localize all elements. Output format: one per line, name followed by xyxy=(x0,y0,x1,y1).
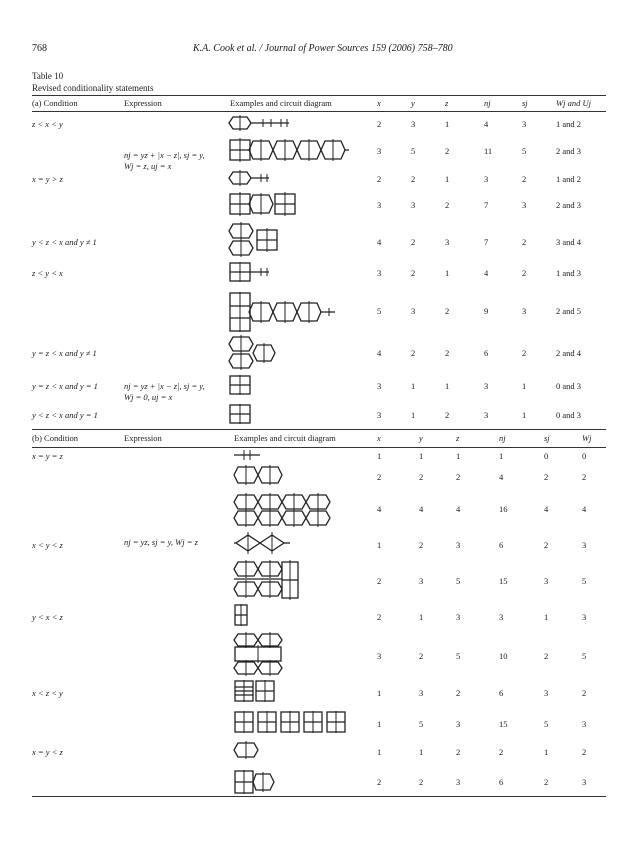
value-w: 5 xyxy=(582,651,587,661)
value-x: 3 xyxy=(377,381,382,391)
value-y: 3 xyxy=(419,576,424,586)
value-z: 1 xyxy=(445,268,450,278)
condition: y < z < x and y = 1 xyxy=(32,410,98,420)
value-x: 1 xyxy=(377,688,382,698)
value-n: 10 xyxy=(499,651,508,661)
value-y: 3 xyxy=(411,306,416,316)
value-x: 2 xyxy=(377,174,382,184)
part-b-top-rule xyxy=(32,429,606,430)
value-x: 1 xyxy=(377,540,382,550)
value-z: 1 xyxy=(445,381,450,391)
header-z: z xyxy=(445,98,449,108)
value-x: 3 xyxy=(377,410,382,420)
value-s: 2 xyxy=(522,348,527,358)
expression-a1 xyxy=(124,150,205,172)
condition: x < z < y xyxy=(32,688,63,698)
expression-line: nj = yz + |x − z|, sj = y, xyxy=(124,150,205,160)
value-z: 1 xyxy=(445,119,450,129)
value-n: 15 xyxy=(499,719,508,729)
value-y: 2 xyxy=(419,651,424,661)
value-w: 2 xyxy=(582,747,587,757)
value-s: 2 xyxy=(544,777,549,787)
value-y: 2 xyxy=(411,174,416,184)
value-x: 4 xyxy=(377,504,382,514)
value-y: 3 xyxy=(411,119,416,129)
value-s: 2 xyxy=(522,174,527,184)
value-y: 2 xyxy=(411,237,416,247)
value-z: 2 xyxy=(456,688,461,698)
header-z: z xyxy=(456,433,460,443)
value-y: 1 xyxy=(419,747,424,757)
expression-line: nj = yz + |x − z|, sj = y, xyxy=(124,381,205,391)
condition: x < y < z xyxy=(32,540,63,550)
circuit-diagram xyxy=(234,741,262,759)
circuit-diagram xyxy=(234,560,302,600)
value-s: 3 xyxy=(544,576,549,586)
circuit-diagram xyxy=(229,170,273,186)
value-n: 4 xyxy=(484,119,489,129)
value-y: 2 xyxy=(419,540,424,550)
value-n: 9 xyxy=(484,306,489,316)
circuit-diagram xyxy=(229,404,253,424)
value-y: 3 xyxy=(411,200,416,210)
value-x: 3 xyxy=(377,268,382,278)
header-y: y xyxy=(411,98,415,108)
value-x: 3 xyxy=(377,200,382,210)
value-z: 2 xyxy=(456,747,461,757)
header-condition: (b) Condition xyxy=(32,433,79,443)
value-y: 1 xyxy=(419,612,424,622)
value-n: 15 xyxy=(499,576,508,586)
value-n: 4 xyxy=(484,268,489,278)
value-w: 2 and 3 xyxy=(556,146,582,156)
value-y: 2 xyxy=(411,268,416,278)
value-n: 3 xyxy=(484,410,489,420)
value-n: 2 xyxy=(499,747,504,757)
value-w: 0 xyxy=(582,451,587,461)
condition: z < y < x xyxy=(32,268,63,278)
condition: y = z < x and y = 1 xyxy=(32,381,98,391)
value-y: 1 xyxy=(411,410,416,420)
value-s: 1 xyxy=(522,410,527,420)
value-n: 11 xyxy=(484,146,493,156)
value-w: 3 xyxy=(582,777,587,787)
header-wj: Wj xyxy=(582,433,592,443)
expression-b: nj = yz, sj = y, Wj = z xyxy=(124,537,198,547)
header-b-rule xyxy=(32,447,606,448)
header-a-rule xyxy=(32,111,606,112)
value-n: 6 xyxy=(484,348,489,358)
value-z: 3 xyxy=(456,540,461,550)
header-examples: Examples and circuit diagram xyxy=(234,433,336,443)
condition: x = y > z xyxy=(32,174,63,184)
expression-line: Wj = z, uj = x xyxy=(124,161,172,171)
value-z: 3 xyxy=(456,719,461,729)
value-y: 2 xyxy=(411,348,416,358)
value-w: 1 and 2 xyxy=(556,119,582,129)
value-y: 4 xyxy=(419,504,424,514)
header-y: y xyxy=(419,433,423,443)
value-n: 6 xyxy=(499,540,504,550)
value-w: 3 xyxy=(582,612,587,622)
value-x: 2 xyxy=(377,612,382,622)
value-n: 1 xyxy=(499,451,504,461)
value-s: 2 xyxy=(544,651,549,661)
value-w: 3 xyxy=(582,719,587,729)
value-s: 2 xyxy=(544,472,549,482)
header-nj: nj xyxy=(484,98,491,108)
value-n: 6 xyxy=(499,688,504,698)
value-s: 4 xyxy=(544,504,549,514)
value-s: 3 xyxy=(522,200,527,210)
circuit-diagram xyxy=(234,532,294,554)
circuit-diagram xyxy=(234,448,262,462)
circuit-diagram xyxy=(234,770,278,794)
value-z: 2 xyxy=(456,472,461,482)
header-wj-uj: Wj and Uj xyxy=(556,98,591,108)
condition: y < x < z xyxy=(32,612,63,622)
value-w: 1 and 3 xyxy=(556,268,582,278)
value-w: 3 and 4 xyxy=(556,237,582,247)
value-z: 4 xyxy=(456,504,461,514)
value-z: 1 xyxy=(445,174,450,184)
value-x: 1 xyxy=(377,719,382,729)
value-z: 3 xyxy=(456,612,461,622)
running-head: K.A. Cook et al. / Journal of Power Sources 159 (2006) 758–780 xyxy=(193,43,453,54)
header-x: x xyxy=(377,433,381,443)
value-s: 0 xyxy=(544,451,549,461)
value-n: 4 xyxy=(499,472,504,482)
value-w: 2 and 3 xyxy=(556,200,582,210)
value-w: 5 xyxy=(582,576,587,586)
value-n: 16 xyxy=(499,504,508,514)
value-z: 3 xyxy=(456,777,461,787)
value-n: 7 xyxy=(484,237,489,247)
value-x: 1 xyxy=(377,747,382,757)
condition: x = y < z xyxy=(32,747,63,757)
value-s: 2 xyxy=(544,540,549,550)
header-nj: nj xyxy=(499,433,506,443)
value-z: 1 xyxy=(456,451,461,461)
value-x: 3 xyxy=(377,651,382,661)
value-x: 5 xyxy=(377,306,382,316)
condition: x = y = z xyxy=(32,451,63,461)
value-x: 2 xyxy=(377,576,382,586)
value-x: 2 xyxy=(377,777,382,787)
value-s: 1 xyxy=(544,747,549,757)
value-y: 2 xyxy=(419,777,424,787)
expression-a2 xyxy=(124,381,205,403)
value-w: 2 xyxy=(582,472,587,482)
circuit-diagram xyxy=(234,604,250,626)
value-z: 2 xyxy=(445,306,450,316)
value-y: 1 xyxy=(411,381,416,391)
value-s: 1 xyxy=(522,381,527,391)
condition: z < x < y xyxy=(32,119,63,129)
circuit-diagram xyxy=(229,138,351,164)
value-z: 5 xyxy=(456,651,461,661)
value-y: 2 xyxy=(419,472,424,482)
expression-line: Wj = 0, uj = x xyxy=(124,392,173,402)
table-top-rule xyxy=(32,95,606,96)
value-x: 2 xyxy=(377,119,382,129)
value-s: 2 xyxy=(522,237,527,247)
header-examples: Examples and circuit diagram xyxy=(230,98,332,108)
circuit-diagram xyxy=(229,192,301,218)
value-w: 0 and 3 xyxy=(556,410,582,420)
circuit-diagram xyxy=(234,632,286,676)
value-w: 3 xyxy=(582,540,587,550)
value-n: 3 xyxy=(499,612,504,622)
value-x: 1 xyxy=(377,451,382,461)
table-caption: Revised conditionality statements xyxy=(32,83,154,93)
circuit-diagram xyxy=(234,465,290,485)
value-s: 3 xyxy=(522,119,527,129)
value-w: 4 xyxy=(582,504,587,514)
value-n: 3 xyxy=(484,174,489,184)
circuit-diagram xyxy=(229,262,273,282)
value-x: 3 xyxy=(377,146,382,156)
value-z: 2 xyxy=(445,146,450,156)
value-s: 5 xyxy=(544,719,549,729)
header-expression: Expression xyxy=(124,433,162,443)
table-label: Table 10 xyxy=(32,71,64,81)
circuit-diagram xyxy=(229,335,281,371)
value-s: 3 xyxy=(544,688,549,698)
circuit-diagram xyxy=(229,222,279,258)
value-s: 5 xyxy=(522,146,527,156)
value-n: 7 xyxy=(484,200,489,210)
value-w: 2 xyxy=(582,688,587,698)
value-z: 2 xyxy=(445,200,450,210)
value-s: 1 xyxy=(544,612,549,622)
value-y: 5 xyxy=(411,146,416,156)
value-z: 3 xyxy=(445,237,450,247)
value-x: 4 xyxy=(377,348,382,358)
value-z: 5 xyxy=(456,576,461,586)
value-s: 2 xyxy=(522,268,527,278)
circuit-diagram xyxy=(229,115,293,131)
value-w: 2 and 4 xyxy=(556,348,582,358)
value-y: 1 xyxy=(419,451,424,461)
condition: y = z < x and y ≠ 1 xyxy=(32,348,97,358)
value-x: 2 xyxy=(377,472,382,482)
value-z: 2 xyxy=(445,410,450,420)
header-sj: sj xyxy=(522,98,528,108)
value-y: 5 xyxy=(419,719,424,729)
value-n: 6 xyxy=(499,777,504,787)
value-w: 0 and 3 xyxy=(556,381,582,391)
header-expression: Expression xyxy=(124,98,162,108)
header-x: x xyxy=(377,98,381,108)
circuit-diagram xyxy=(229,292,339,332)
value-z: 2 xyxy=(445,348,450,358)
circuit-diagram xyxy=(229,375,253,395)
condition: y < z < x and y ≠ 1 xyxy=(32,237,97,247)
value-w: 2 and 5 xyxy=(556,306,582,316)
table-bottom-rule xyxy=(32,796,606,797)
circuit-diagram xyxy=(234,711,352,733)
value-x: 4 xyxy=(377,237,382,247)
value-s: 3 xyxy=(522,306,527,316)
header-condition: (a) Condition xyxy=(32,98,78,108)
page-number: 768 xyxy=(32,43,47,54)
circuit-diagram xyxy=(234,680,278,702)
header-sj: sj xyxy=(544,433,550,443)
circuit-diagram xyxy=(234,493,338,527)
value-w: 1 and 2 xyxy=(556,174,582,184)
value-y: 3 xyxy=(419,688,424,698)
value-n: 3 xyxy=(484,381,489,391)
